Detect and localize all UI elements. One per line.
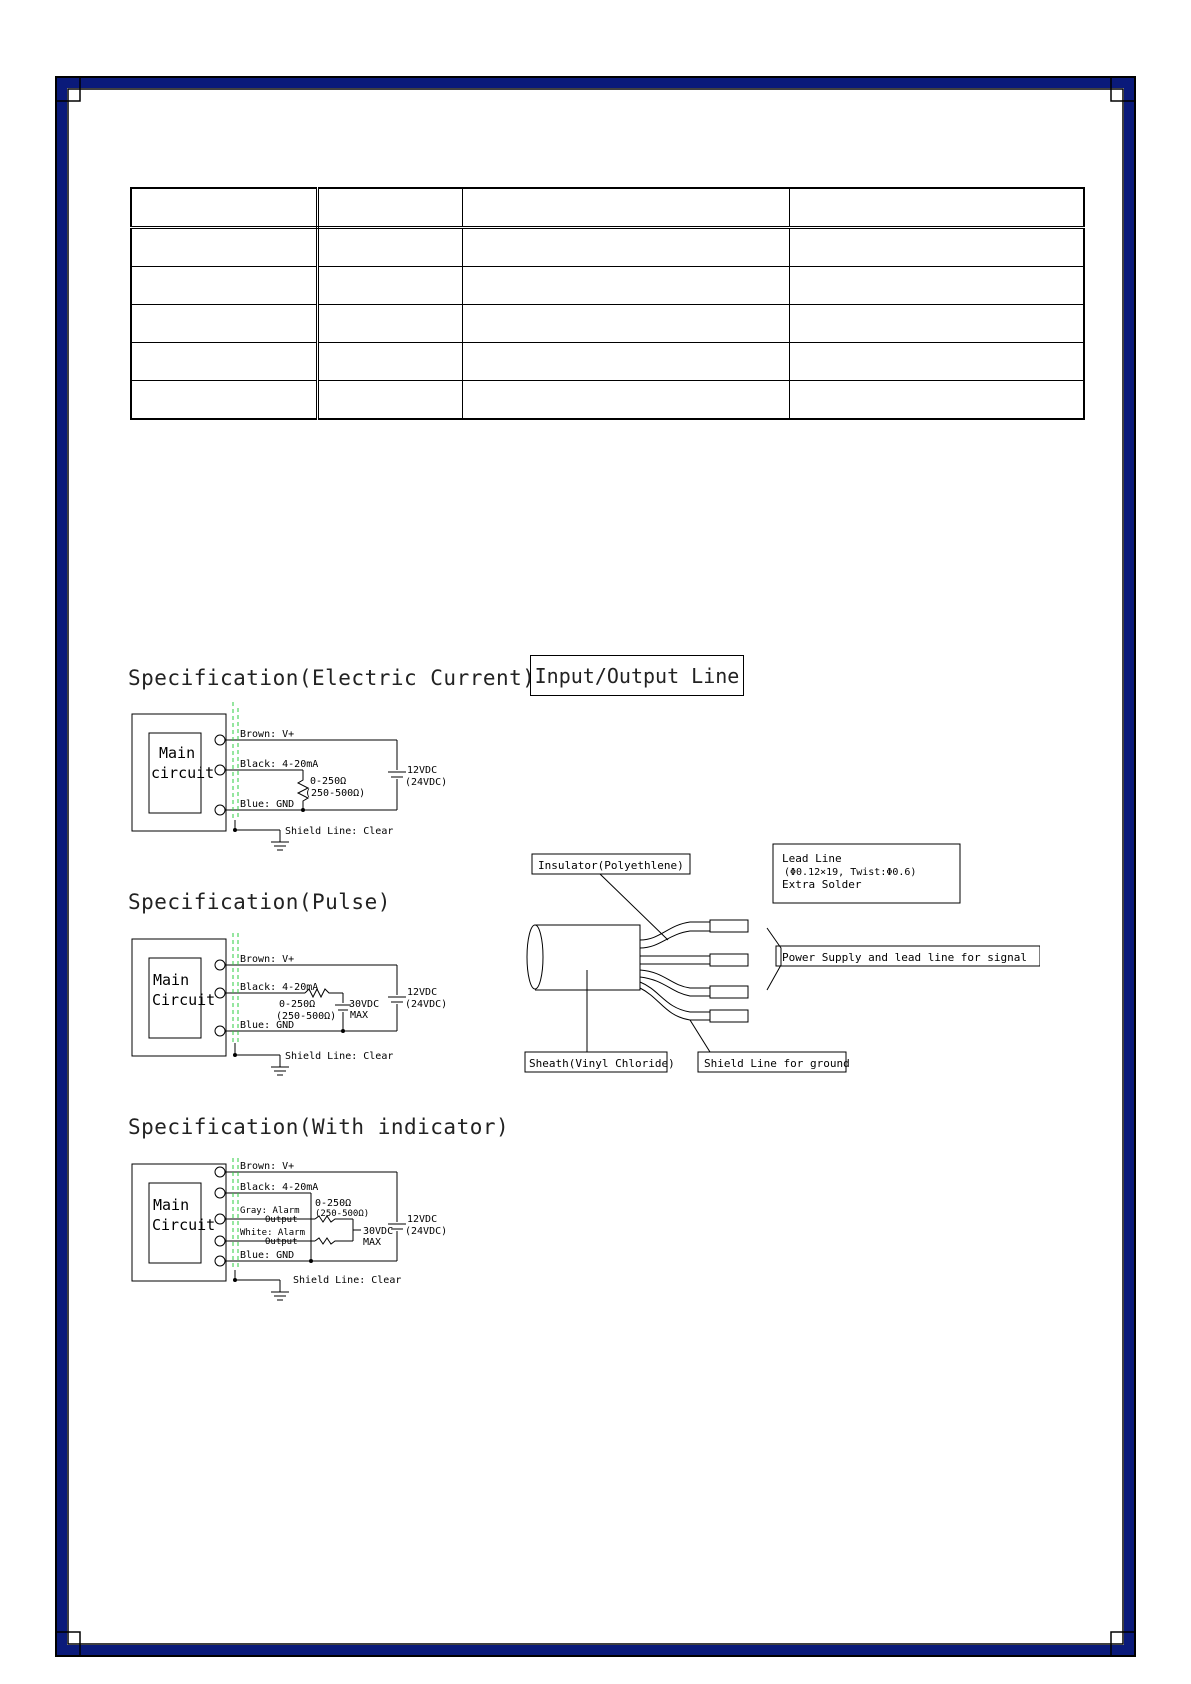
wi-supply-alt: (24VDC) xyxy=(405,1226,448,1237)
table-cell xyxy=(789,267,1084,305)
wi-blue: Blue: GND xyxy=(240,1250,295,1261)
table-cell xyxy=(462,267,789,305)
wi-gray: Gray: Alarm xyxy=(240,1206,300,1216)
table-cell xyxy=(462,380,789,419)
diagram-with-indicator xyxy=(125,1150,465,1310)
spec-table xyxy=(130,187,1085,420)
table-cell xyxy=(462,342,789,380)
wi-main-1: Main xyxy=(153,1196,190,1214)
table-cell xyxy=(789,305,1084,343)
wi-gray-out: Output xyxy=(265,1215,298,1225)
pu-main-1: Main xyxy=(153,971,190,989)
diagram-io-cable xyxy=(520,840,1040,1080)
pu-supply-alt: (24VDC) xyxy=(405,999,448,1010)
io-power-supply: Power Supply and lead line for signal xyxy=(782,951,1028,964)
wi-max-v: 30VDC xyxy=(363,1226,394,1237)
pu-blue: Blue: GND xyxy=(240,1020,295,1031)
table-cell xyxy=(317,188,462,228)
pu-main-2: Circuit xyxy=(152,991,216,1009)
table-cell xyxy=(131,188,317,228)
ec-shield: Shield Line: Clear xyxy=(285,826,394,837)
table-cell xyxy=(789,380,1084,419)
wi-brown: Brown: V+ xyxy=(240,1161,295,1172)
pu-black: Black: 4-20mA xyxy=(240,982,319,993)
wi-shield: Shield Line: Clear xyxy=(293,1275,402,1286)
wi-main-2: Circuit xyxy=(152,1216,216,1234)
table-cell xyxy=(131,267,317,305)
table-row xyxy=(131,342,1084,380)
io-shield-ground: Shield Line for ground xyxy=(704,1057,850,1070)
io-sheath: Sheath(Vinyl Chloride) xyxy=(529,1057,675,1070)
table-row xyxy=(131,188,1084,228)
title-pulse: Specification(Pulse) xyxy=(128,890,391,914)
ec-main-1: Main xyxy=(159,744,196,762)
table-cell xyxy=(131,342,317,380)
table-cell xyxy=(462,188,789,228)
table-row xyxy=(131,228,1084,267)
wi-black: Black: 4-20mA xyxy=(240,1182,319,1193)
io-insulator: Insulator(Polyethlene) xyxy=(538,859,684,872)
wi-white: White: Alarm xyxy=(240,1228,306,1238)
title-electric-current: Specification(Electric Current) xyxy=(128,666,536,690)
wi-white-out: Output xyxy=(265,1237,298,1247)
pu-resistor-alt: (250-500Ω) xyxy=(276,1011,337,1022)
ec-resistor-alt: (250-500Ω) xyxy=(305,788,366,799)
table-cell xyxy=(462,305,789,343)
wi-resistor-alt: (250-500Ω) xyxy=(315,1209,370,1219)
pu-max-v: 30VDC xyxy=(349,999,380,1010)
ec-black: Black: 4-20mA xyxy=(240,759,319,770)
table-cell xyxy=(317,228,462,267)
ec-supply: 12VDC xyxy=(407,765,438,776)
io-lead-line: Lead Line xyxy=(782,852,842,865)
table-cell xyxy=(317,305,462,343)
pu-max: MAX xyxy=(350,1010,369,1021)
diagram-electric-current xyxy=(125,700,465,860)
table-row xyxy=(131,305,1084,343)
wi-resistor: 0-250Ω xyxy=(315,1198,352,1209)
table-cell xyxy=(131,305,317,343)
ec-blue: Blue: GND xyxy=(240,799,295,810)
table-cell xyxy=(789,188,1084,228)
pu-supply: 12VDC xyxy=(407,987,438,998)
io-lead-spec: (Φ0.12×19, Twist:Φ0.6) xyxy=(784,867,917,878)
table-row xyxy=(131,267,1084,305)
diagram-pulse xyxy=(125,925,465,1085)
title-with-indicator: Specification(With indicator) xyxy=(128,1115,510,1139)
table-row xyxy=(131,380,1084,419)
table-cell xyxy=(131,380,317,419)
wi-max: MAX xyxy=(363,1237,382,1248)
table-cell xyxy=(317,380,462,419)
table-cell xyxy=(131,228,317,267)
table-cell xyxy=(789,342,1084,380)
io-lead-extra: Extra Solder xyxy=(782,878,862,891)
ec-brown: Brown: V+ xyxy=(240,729,295,740)
title-input-output-line: Input/Output Line xyxy=(530,655,744,696)
table-cell xyxy=(789,228,1084,267)
wi-supply: 12VDC xyxy=(407,1214,438,1225)
pu-brown: Brown: V+ xyxy=(240,954,295,965)
ec-main-2: circuit xyxy=(151,764,215,782)
table-cell xyxy=(462,228,789,267)
table-cell xyxy=(317,267,462,305)
ec-resistor: 0-250Ω xyxy=(310,776,347,787)
pu-resistor: 0-250Ω xyxy=(279,999,316,1010)
table-cell xyxy=(317,342,462,380)
pu-shield: Shield Line: Clear xyxy=(285,1051,394,1062)
ec-supply-alt: (24VDC) xyxy=(405,777,448,788)
